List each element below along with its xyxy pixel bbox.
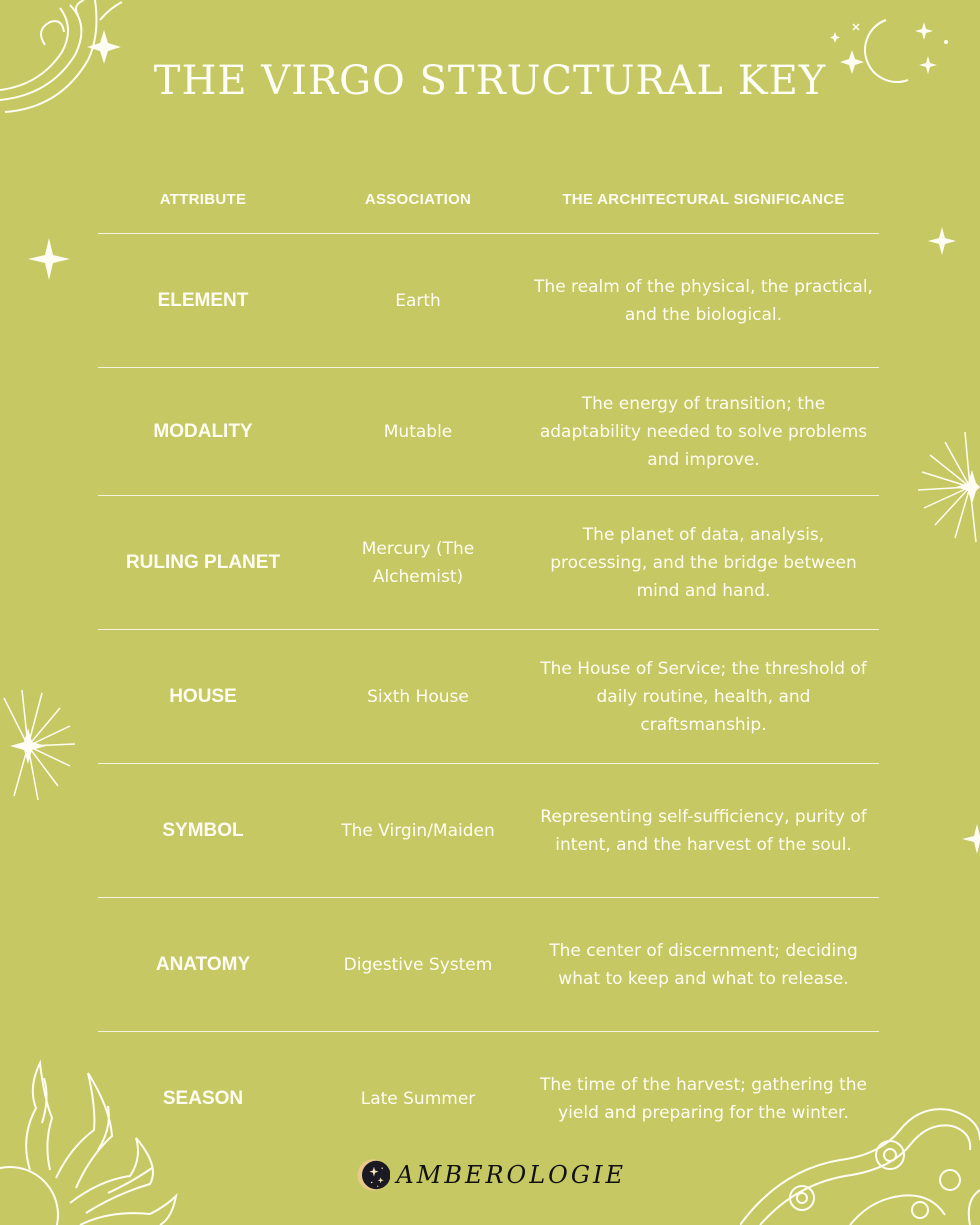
column-header-association: ASSOCIATION [364,190,472,208]
attribute-cell: ANATOMY [155,953,251,975]
table-row [98,630,879,764]
sparkle-star-icon [28,238,70,280]
virgo-table [98,165,879,1165]
table-row [98,898,879,1032]
significance-cell: The House of Service; the threshold of daily routine, health, and craftsmanship. [540,658,867,735]
moon-night-sky-icon [356,1152,390,1198]
brand-name: AMBEROLOGIE [396,1161,626,1189]
table-row [98,1032,879,1165]
attribute-cell: HOUSE [169,685,237,707]
significance-cell: The planet of data, analysis, processing, and the bridge between mind and hand. [550,524,857,601]
starburst-icon [0,688,80,803]
table-row [98,368,879,496]
attribute-cell: MODALITY [153,420,253,442]
significance-cell: The center of discernment; deciding what to keep and what to release. [549,940,858,989]
association-cell: Mercury (The Alchemist) [361,538,475,587]
table-row [98,234,879,368]
page-title: THE VIRGO STRUCTURAL KEY [153,58,827,104]
significance-cell: The time of the harvest; gathering the yield and preparing for the winter. [540,1074,867,1123]
brand-logo [356,1152,626,1198]
significance-cell: The realm of the physical, the practical, and the biological. [534,276,873,325]
column-header-significance: THE ARCHITECTURAL SIGNIFICANCE [562,190,845,208]
association-cell: Mutable [383,421,453,442]
significance-cell: The energy of transition; the adaptability needed to solve problems and improve. [539,393,868,470]
association-cell: Sixth House [367,686,469,707]
starburst-icon [910,430,980,545]
association-cell: Late Summer [360,1088,476,1109]
column-header-attribute: ATTRIBUTE [159,190,247,208]
table-row [98,496,879,630]
table-row [98,764,879,898]
attribute-cell: SYMBOL [162,819,244,841]
attribute-cell: RULING PLANET [125,551,281,573]
table-header [98,165,879,234]
association-cell: The Virgin/Maiden [341,820,495,841]
association-cell: Digestive System [343,954,493,975]
significance-cell: Representing self-sufficiency, purity of intent, and the harvest of the soul. [540,806,867,855]
sparkle-star-icon [962,824,980,854]
association-cell: Earth [395,290,441,311]
sparkle-star-icon [928,227,956,255]
attribute-cell: ELEMENT [157,289,249,311]
attribute-cell: SEASON [162,1087,244,1109]
